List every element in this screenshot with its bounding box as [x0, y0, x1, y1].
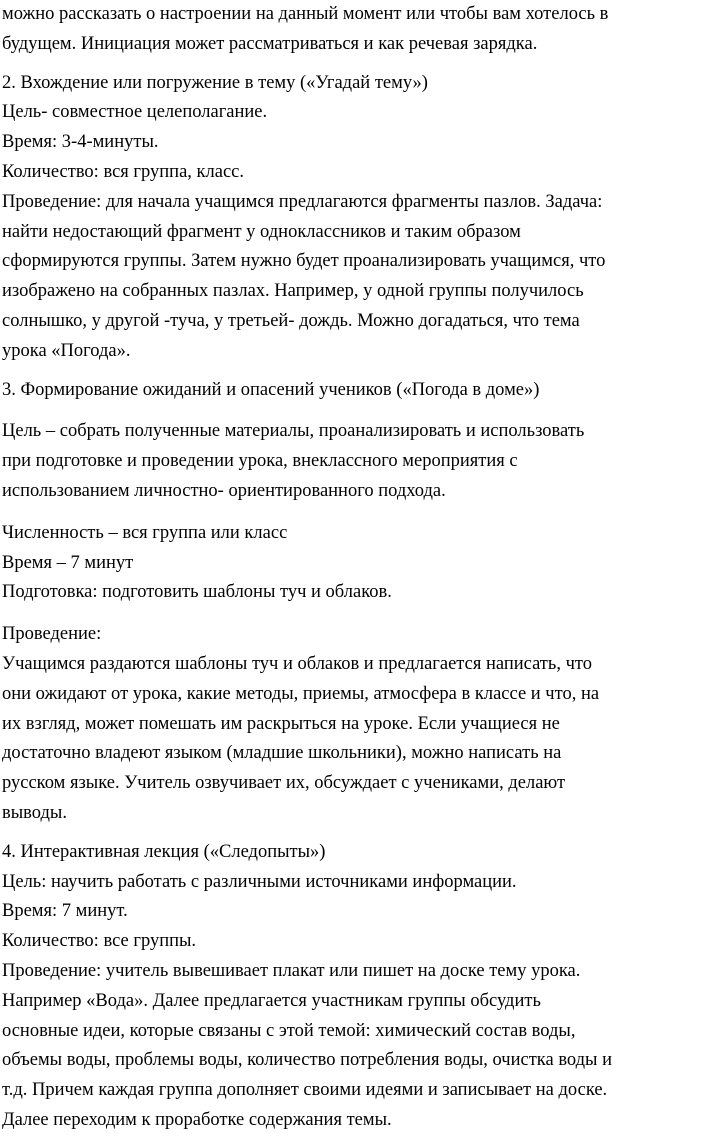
- text-line: основные идеи, которые связаны с этой темой: химический состав воды,: [2, 1020, 576, 1041]
- section-3-heading-block: [2, 376, 704, 406]
- text-line: урока «Погода».: [2, 340, 131, 361]
- text-line: Цель: научить работать с различными источниками информации.: [2, 871, 517, 892]
- intro-paragraph: [2, 0, 704, 60]
- text-line: выводы.: [2, 802, 67, 823]
- text-line: Проведение: для начала учащимся предлагаются фрагменты пазлов. Задача:: [2, 191, 603, 212]
- text-line: солнышко, у другой -туча, у третьей- дождь. Можно догадаться, что тема: [2, 310, 580, 331]
- text-line: можно рассказать о настроении на данный момент или чтобы вам хотелось в: [2, 4, 609, 24]
- text-line: Проведение:: [2, 624, 102, 645]
- text-line: Время: 3-4-минуты.: [2, 132, 159, 153]
- section-3-procedure: [2, 620, 704, 829]
- section-3-goal: [2, 417, 704, 506]
- text-line: Проведение: учитель вывешивает плакат или пишет на доске тему урока.: [2, 960, 581, 981]
- text-line: объемы воды, проблемы воды, количество потребления воды, очистка воды и: [2, 1050, 613, 1071]
- text-line: Цель- совместное целеполагание.: [2, 102, 268, 123]
- text-line: изображено на собранных пазлах. Например, у одной группы получилось: [2, 281, 584, 302]
- text-line: будущем. Инициация может рассматриваться и как речевая зарядка.: [2, 33, 538, 54]
- text-line: Время – 7 минут: [2, 552, 134, 573]
- text-line: достаточно владеют языком (младшие школьники), можно написать на: [2, 743, 562, 764]
- text-line: русском языке. Учитель озвучивает их, обсуждает с учениками, делают: [2, 773, 566, 794]
- section-2: [2, 69, 704, 367]
- text-line: Количество: вся группа, класс.: [2, 161, 245, 182]
- text-line: Учащимся раздаются шаблоны туч и облаков и предлагается написать, что: [2, 653, 592, 674]
- text-line: Например «Вода». Далее предлагается участникам группы обсудить: [2, 990, 541, 1011]
- text-line: Численность – вся группа или класс: [2, 522, 288, 543]
- section-4: [2, 838, 704, 1136]
- text-line: Подготовка: подготовить шаблоны туч и облаков.: [2, 582, 392, 603]
- text-line: Далее переходим к проработке содержания темы.: [2, 1109, 392, 1130]
- section-3-details: [2, 519, 704, 608]
- section-heading: 2. Вхождение или погружение в тему («Угадай тему»): [2, 72, 428, 93]
- text-line: Цель – собрать полученные материалы, проанализировать и использовать: [2, 421, 585, 442]
- text-line: сформируются группы. Затем нужно будет проанализировать учащимся, что: [2, 251, 606, 272]
- text-line: т.д. Причем каждая группа дополняет своими идеями и записывает на доске.: [2, 1080, 608, 1101]
- text-line: они ожидают от урока, какие методы, приемы, атмосфера в классе и что, на: [2, 683, 600, 704]
- text-line: при подготовке и проведении урока, внеклассного мероприятия с: [2, 451, 518, 472]
- text-line: Количество: все группы.: [2, 931, 197, 952]
- text-line: Время: 7 минут.: [2, 901, 128, 922]
- section-heading: 4. Интерактивная лекция («Следопыты»): [2, 841, 326, 862]
- section-heading: 3. Формирование ожиданий и опасений учеников («Погода в доме»): [2, 379, 540, 400]
- text-line: использованием личностно- ориентированного подхода.: [2, 480, 446, 501]
- text-line: найти недостающий фрагмент у одноклассников и таким образом: [2, 221, 521, 242]
- text-line: их взгляд, может помешать им раскрыться на уроке. Если учащиеся не: [2, 713, 560, 734]
